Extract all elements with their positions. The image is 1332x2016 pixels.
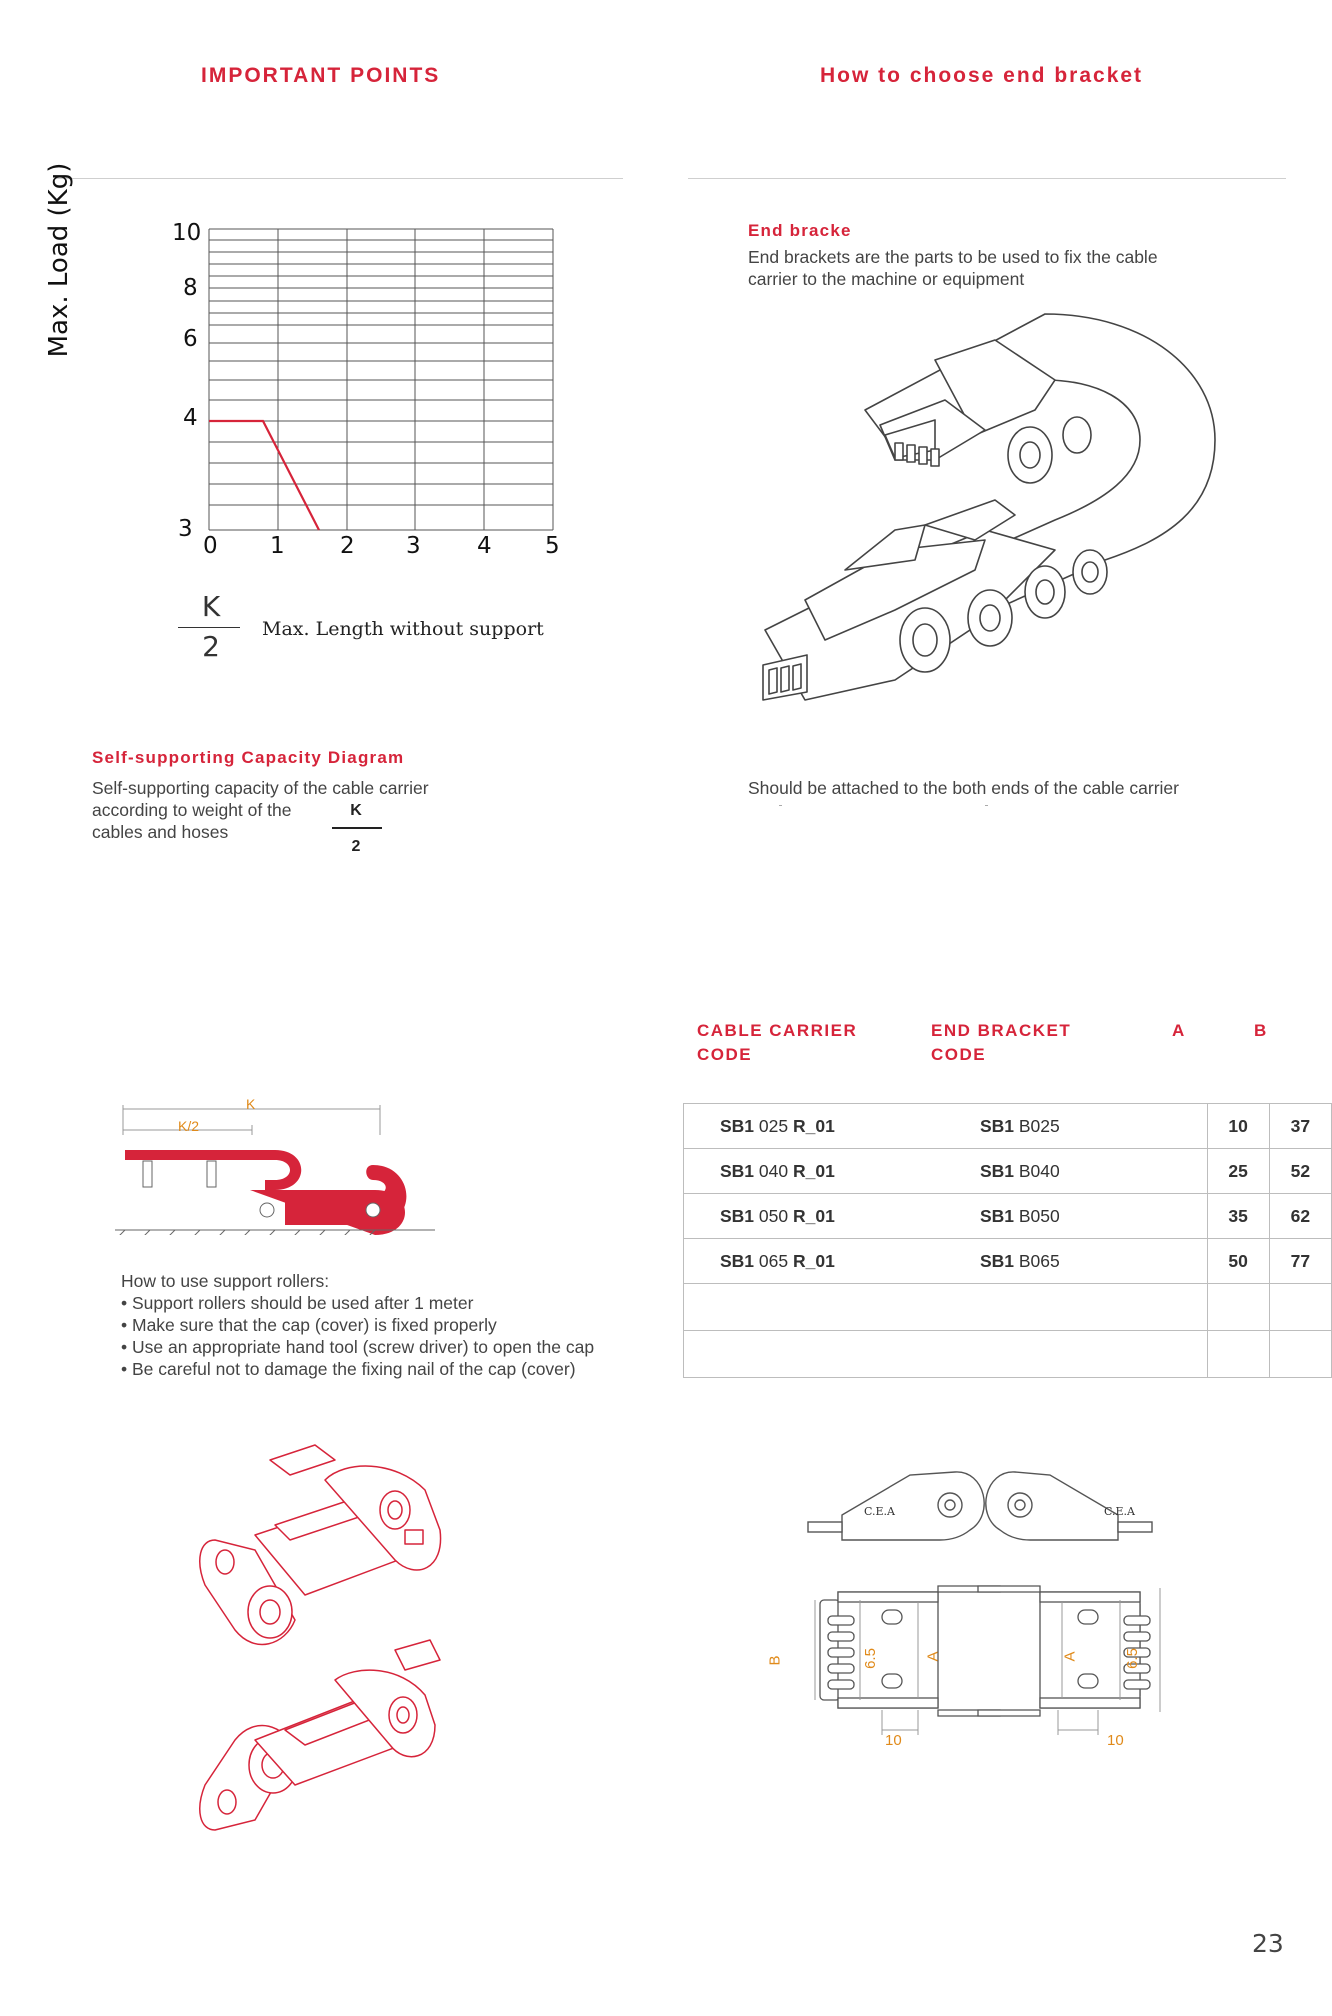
dim-label-a-right: A: [1061, 1651, 1079, 1662]
chart-xlabel: Max. Length without support: [262, 618, 544, 640]
rollers-title: How to use support rollers:: [121, 1271, 330, 1291]
y-tick-3: 3: [178, 516, 193, 542]
table-row-empty: [684, 1331, 1332, 1378]
table-row: [684, 1194, 1332, 1239]
a-value-cell: 35: [1207, 1194, 1269, 1239]
bracket-code-cell: SB1 B050: [980, 1194, 1207, 1239]
carrier-code-cell: SB1 050 R_01: [684, 1194, 980, 1239]
chart-fraction-top: K: [201, 590, 221, 623]
dim-label-10-right: 10: [1107, 1732, 1124, 1749]
bracket-code-cell: SB1 B025: [980, 1104, 1207, 1149]
page-number: 23: [1252, 1929, 1284, 1958]
table-row: [684, 1239, 1332, 1284]
y-tick-10: 10: [172, 220, 202, 246]
table-row: [684, 1149, 1332, 1194]
a-value-cell: 10: [1207, 1104, 1269, 1149]
dim-label-65-left: 6.5: [861, 1648, 879, 1669]
cable-link-illustrations: [195, 1440, 475, 1860]
self-support-title: Self-supporting Capacity Diagram: [92, 748, 405, 767]
load-curve: [209, 421, 319, 530]
x-tick-1: 1: [270, 533, 285, 559]
left-section-title: IMPORTANT POINTS: [201, 64, 441, 87]
bracket-code-cell: SB1 B065: [980, 1239, 1207, 1284]
self-support-line3: cables and hoses: [92, 822, 229, 842]
x-tick-0: 0: [203, 533, 218, 559]
table-header-bracket-line1: END BRACKET: [931, 1021, 1072, 1040]
support-roller-diagram: [115, 1095, 435, 1235]
x-tick-3: 3: [406, 533, 421, 559]
self-support-frac-line: [332, 827, 382, 829]
table-header-b: B: [1254, 1021, 1268, 1040]
dim-label-10-left: 10: [885, 1732, 902, 1749]
end-bracket-drawings: [790, 1460, 1270, 1760]
bracket-code-cell: SB1 B040: [980, 1149, 1207, 1194]
dim-label-b: B: [766, 1655, 784, 1666]
self-support-frac-bottom: 2: [351, 838, 361, 855]
bracket-logo-right: C.E.A: [1104, 1505, 1135, 1518]
b-value-cell: 77: [1269, 1239, 1331, 1284]
self-support-line1: Self-supporting capacity of the cable carrier: [92, 778, 429, 798]
table-header-bracket-line2: CODE: [931, 1045, 987, 1064]
roller-k2-label: K/2: [178, 1118, 200, 1134]
b-value-cell: 52: [1269, 1149, 1331, 1194]
rollers-list: [121, 1292, 594, 1380]
roller-k-label: K: [246, 1096, 256, 1112]
bracket-logo-left: C.E.A: [864, 1505, 895, 1518]
table-header-a: A: [1172, 1021, 1186, 1040]
carrier-code-cell: SB1 025 R_01: [684, 1104, 980, 1149]
dim-label-a-left: A: [924, 1651, 942, 1662]
rollers-item-3: • Use an appropriate hand tool (screw driver) to open the cap: [121, 1337, 595, 1357]
b-value-cell: 62: [1269, 1194, 1331, 1239]
table-row: [684, 1104, 1332, 1149]
carrier-code-cell: SB1 065 R_01: [684, 1239, 980, 1284]
right-section-title: How to choose end bracket: [820, 64, 1144, 87]
load-chart-ylabel: Max. Load (Kg): [44, 162, 74, 358]
dim-label-65-right: 6.5: [1123, 1648, 1141, 1669]
load-chart-grid: [205, 225, 557, 535]
chart-fraction-bottom: 2: [202, 630, 220, 663]
end-bracket-note: Should be attached to the both ends of the cable carrier: [748, 778, 1179, 798]
carrier-code-cell: SB1 040 R_01: [684, 1149, 980, 1194]
table-header-carrier-line1: CABLE CARRIER: [697, 1021, 858, 1040]
y-tick-4: 4: [183, 405, 198, 431]
left-divider: [55, 178, 623, 179]
rollers-item-2: • Make sure that the cap (cover) is fixed properly: [121, 1315, 497, 1335]
tick-mark-a: [779, 805, 782, 806]
table-header-carrier-line2: CODE: [697, 1045, 753, 1064]
end-bracket-line2: carrier to the machine or equipment: [748, 269, 1025, 289]
y-tick-8: 8: [183, 275, 198, 301]
right-divider: [688, 178, 1286, 179]
table-header-carrier-code: [697, 1019, 857, 1067]
b-value-cell: 37: [1269, 1104, 1331, 1149]
tick-mark-b: [985, 805, 988, 806]
chart-fraction-line: [178, 627, 240, 628]
a-value-cell: 50: [1207, 1239, 1269, 1284]
table-row-empty: [684, 1284, 1332, 1331]
bracket-spec-table: [683, 1103, 1332, 1378]
x-tick-5: 5: [545, 533, 560, 559]
self-support-frac-top: K: [350, 802, 362, 819]
self-support-line2: according to weight of the: [92, 800, 292, 820]
x-tick-2: 2: [340, 533, 355, 559]
end-bracket-title: End bracke: [748, 221, 852, 240]
a-value-cell: 25: [1207, 1149, 1269, 1194]
x-tick-4: 4: [477, 533, 492, 559]
rollers-item-1: • Support rollers should be used after 1 meter: [121, 1293, 474, 1313]
y-tick-6: 6: [183, 326, 198, 352]
cable-carrier-illustration: [745, 300, 1235, 720]
table-header-bracket-code: [931, 1019, 1071, 1067]
rollers-item-4: • Be careful not to damage the fixing nail of the cap (cover): [121, 1359, 576, 1379]
end-bracket-line1: End brackets are the parts to be used to fix the cable: [748, 247, 1158, 267]
